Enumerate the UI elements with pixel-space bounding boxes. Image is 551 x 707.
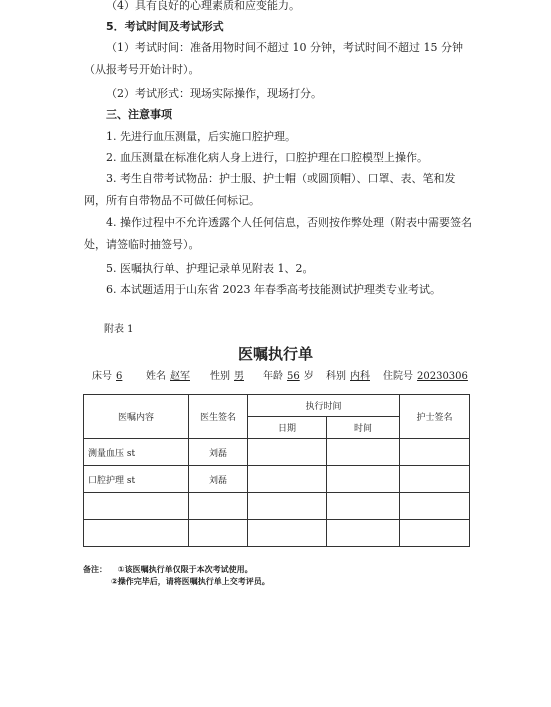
- time-cell: [327, 439, 400, 466]
- nurse-cell: [400, 520, 470, 547]
- date-cell: [248, 520, 327, 547]
- exam-time-paragraph: （1）考试时间：准备用物时间不超过 10 分钟，考试时间不超过 15 分钟（从报考号开始计时）。: [84, 41, 463, 76]
- note-item: 2. 血压测量在标准化病人身上进行，口腔护理在口腔模型上操作。: [106, 151, 428, 164]
- form-title: 医嘱执行单: [237, 345, 313, 363]
- remarks-label: 备注：: [83, 565, 107, 574]
- patient-sex: 性别 男: [210, 371, 244, 382]
- note-item: 3. 考生自带考试物品：护士服、护士帽（或圆顶帽）、口罩、表、笔和发网，所有自带物品不可做任何标记。: [84, 172, 456, 207]
- doctor-cell: [189, 520, 248, 547]
- order-cell: 测量血压 st: [84, 439, 189, 466]
- note-item: 5. 医嘱执行单、护理记录单见附表 1、2。: [106, 262, 314, 275]
- col-doctor-header: 医生签名: [189, 395, 248, 439]
- col-exec-time-header: 执行时间: [248, 395, 400, 417]
- section-3-heading: 三、注意事项: [106, 108, 172, 121]
- date-cell: [248, 493, 327, 520]
- doctor-cell: 刘磊: [189, 439, 248, 466]
- remark-1: 备注： ①该医嘱执行单仅限于本次考试使用。: [83, 565, 253, 574]
- doctor-cell: 刘磊: [189, 466, 248, 493]
- order-cell: [84, 520, 189, 547]
- nurse-cell: [400, 466, 470, 493]
- appendix-label: 附表 1: [104, 324, 134, 335]
- note-item: 6. 本试题适用于山东省 2023 年春季高考技能测试护理类专业考试。: [106, 283, 441, 296]
- patient-bed: 床号 6: [92, 371, 123, 382]
- time-cell: [327, 466, 400, 493]
- patient-name: 姓名 赵军: [146, 371, 190, 382]
- time-cell: [327, 520, 400, 547]
- order-execution-table: [83, 394, 470, 547]
- time-cell: [327, 493, 400, 520]
- col-nurse-header: 护士签名: [400, 395, 470, 439]
- table-row: [84, 439, 470, 466]
- nurse-cell: [400, 493, 470, 520]
- patient-department: 科别 内科: [326, 371, 370, 382]
- exam-form-paragraph: （2）考试形式：现场实际操作，现场打分。: [106, 87, 322, 100]
- remark-2: ②操作完毕后，请将医嘱执行单上交考评员。: [111, 577, 270, 586]
- order-cell: [84, 493, 189, 520]
- col-order-header: 医嘱内容: [84, 395, 189, 439]
- note-item: 1. 先进行血压测量，后实施口腔护理。: [106, 130, 296, 143]
- patient-age: 年龄 56 岁: [263, 371, 314, 382]
- nurse-cell: [400, 439, 470, 466]
- table-row: [84, 520, 470, 547]
- requirement-item-4: （4）具有良好的心理素质和应变能力。: [106, 0, 300, 12]
- date-cell: [248, 466, 327, 493]
- col-date-header: 日期: [248, 417, 327, 439]
- col-time-header: 时间: [327, 417, 400, 439]
- date-cell: [248, 439, 327, 466]
- table-row: [84, 493, 470, 520]
- patient-admission-number: 住院号 20230306: [383, 371, 468, 382]
- table-row: [84, 466, 470, 493]
- section-5-heading: 5．考试时间及考试形式: [106, 20, 224, 33]
- order-cell: 口腔护理 st: [84, 466, 189, 493]
- doctor-cell: [189, 493, 248, 520]
- note-item: 4. 操作过程中不允许透露个人任何信息，否则按作弊处理（附表中需要签名处，请签临时抽签号）。: [84, 216, 472, 251]
